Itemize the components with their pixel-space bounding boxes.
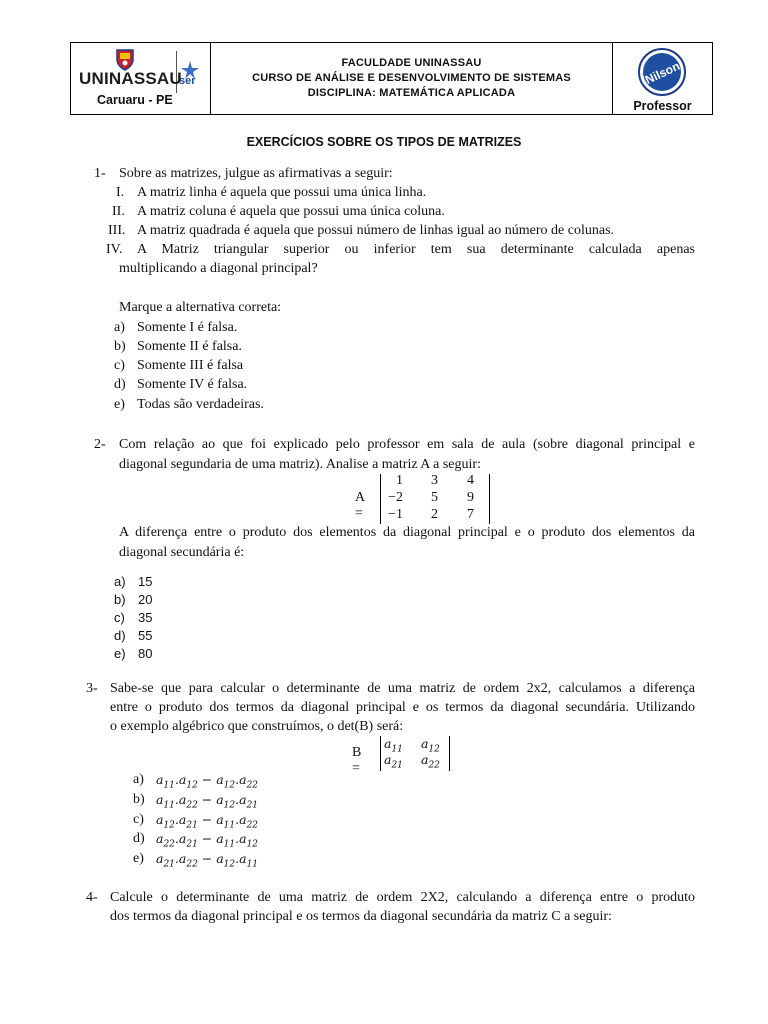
q1-number: 1- (94, 166, 106, 181)
brand-name: UNINASSAU (79, 69, 182, 88)
q1-statement-text: A matriz linha é aquela que possui uma única linha. (137, 185, 427, 200)
option-letter: a) (114, 574, 126, 589)
seal-text: Nilson (642, 58, 682, 87)
option-text: Somente I é falsa. (137, 320, 238, 335)
professor-cell (612, 43, 712, 114)
option-text: 15 (138, 574, 153, 589)
q2-stem-line: diagonal segundaria de uma matriz). Analise a matriz A a seguir: (119, 457, 481, 472)
matrix-b-bars (380, 736, 450, 771)
option-letter: a) (133, 772, 144, 787)
discipline-line: DISCIPLINA: MATEMÁTICA APLICADA (307, 87, 516, 99)
ser-logo-label: ser (179, 75, 196, 87)
matrix-cell: 7 (467, 507, 474, 522)
campus-city: Caruaru - PE (97, 93, 173, 107)
option-text: Somente II é falsa. (137, 339, 242, 354)
matrix-cell: 1 (396, 473, 403, 488)
page-title: EXERCÍCIOS SOBRE OS TIPOS DE MATRIZES (246, 135, 522, 149)
q4-stem-line: Calcule o determinante de uma matriz de ordem 2X2, calculando a diferença entre o produto (110, 890, 695, 905)
matrix-a-bars (380, 474, 490, 524)
matrix-cell: 5 (431, 490, 438, 505)
matrix-a-label: A = (355, 490, 365, 521)
matrix-cell: −2 (388, 490, 403, 505)
q1-statement-num: I. (116, 185, 125, 200)
option-text: 80 (138, 646, 153, 661)
option-text: Somente III é falsa (137, 358, 244, 373)
option-formula: $a_{21}.a_{22} - a_{12}.a_{11}$ (156, 851, 259, 870)
q4-number: 4- (86, 890, 98, 905)
option-letter: c) (114, 358, 125, 373)
option-formula: $a_{12}.a_{21} - a_{11}.a_{22}$ (156, 812, 259, 831)
course-line: CURSO DE ANÁLISE E DESENVOLVIMENTO DE SISTEMAS (252, 72, 571, 84)
q1-statement-num: III. (108, 223, 126, 238)
option-text: Todas são verdadeiras. (137, 397, 264, 412)
header-table (70, 42, 713, 115)
option-letter: b) (133, 792, 145, 807)
option-letter: b) (114, 339, 126, 354)
professor-label: Professor (633, 99, 692, 113)
q1-prompt: Marque a alternativa correta: (119, 300, 282, 315)
q2-number: 2- (94, 437, 106, 452)
option-formula: $a_{22}.a_{21} - a_{11}.a_{12}$ (156, 831, 259, 850)
matrix-cell: $a_{11}$ (384, 736, 403, 755)
professor-seal-icon (637, 47, 687, 97)
option-letter: e) (114, 397, 125, 412)
option-text: Somente IV é falsa. (137, 377, 248, 392)
q1-stem: Sobre as matrizes, julgue as afirmativas a seguir: (119, 166, 393, 181)
q3-number: 3- (86, 681, 98, 696)
q3-stem-line: entre o produto dos termos da diagonal principal e os termos da diagonal secundária. Utilizando (110, 700, 695, 715)
option-text: 35 (138, 610, 153, 625)
q1-statement-text: A matriz quadrada é aquela que possui número de linhas igual ao número de colunas. (137, 223, 615, 238)
matrix-b-label: B = (352, 745, 362, 776)
matrix-cell: $a_{12}$ (421, 736, 440, 755)
q3-stem-line: o exemplo algébrico que construímos, o det(B) será: (110, 719, 404, 734)
option-letter: d) (133, 831, 145, 846)
q1-statement-num: II. (112, 204, 125, 219)
matrix-cell: 9 (467, 490, 474, 505)
option-letter: b) (114, 592, 126, 607)
q2-stem-line: Com relação ao que foi explicado pelo professor em sala de aula (sobre diagonal principal e (119, 437, 695, 452)
option-text: 55 (138, 628, 153, 643)
q1-statement-continuation: multiplicando a diagonal principal? (119, 261, 318, 276)
matrix-cell: −1 (388, 507, 403, 522)
option-letter: a) (114, 320, 125, 335)
option-letter: e) (133, 851, 144, 866)
option-formula: $a_{11}.a_{12} - a_{12}.a_{22}$ (156, 772, 259, 791)
institution-line: FACULDADE UNINASSAU (341, 57, 482, 69)
institution-logo-cell (71, 43, 211, 114)
q4-stem-line: dos termos da diagonal principal e os termos da diagonal secundária da matriz C a seguir: (110, 909, 612, 924)
matrix-cell: $a_{22}$ (421, 752, 440, 771)
course-info (211, 43, 612, 114)
matrix-cell: 2 (431, 507, 438, 522)
option-text: 20 (138, 592, 153, 607)
matrix-cell: 3 (431, 473, 438, 488)
option-letter: d) (114, 377, 126, 392)
q3-stem-line: Sabe-se que para calcular o determinante de uma matriz de ordem 2x2, calculamos a diferença (110, 681, 695, 696)
q2-question-line: A diferença entre o produto dos elementos da diagonal principal e o produto dos elementos da (119, 525, 695, 540)
option-letter: c) (133, 812, 144, 827)
option-letter: e) (114, 646, 126, 661)
q1-statement-text: A Matriz triangular superior ou inferior tem sua determinante calculada apenas (137, 242, 695, 257)
q1-statement-text: A matriz coluna é aquela que possui uma única coluna. (137, 204, 445, 219)
option-letter: d) (114, 628, 126, 643)
q2-question-line: diagonal secundária é: (119, 545, 245, 560)
matrix-cell: 4 (467, 473, 474, 488)
option-letter: c) (114, 610, 125, 625)
q1-statement-num: IV. (106, 242, 123, 257)
matrix-cell: $a_{21}$ (384, 752, 403, 771)
option-formula: $a_{11}.a_{22} - a_{12}.a_{21}$ (156, 792, 259, 811)
